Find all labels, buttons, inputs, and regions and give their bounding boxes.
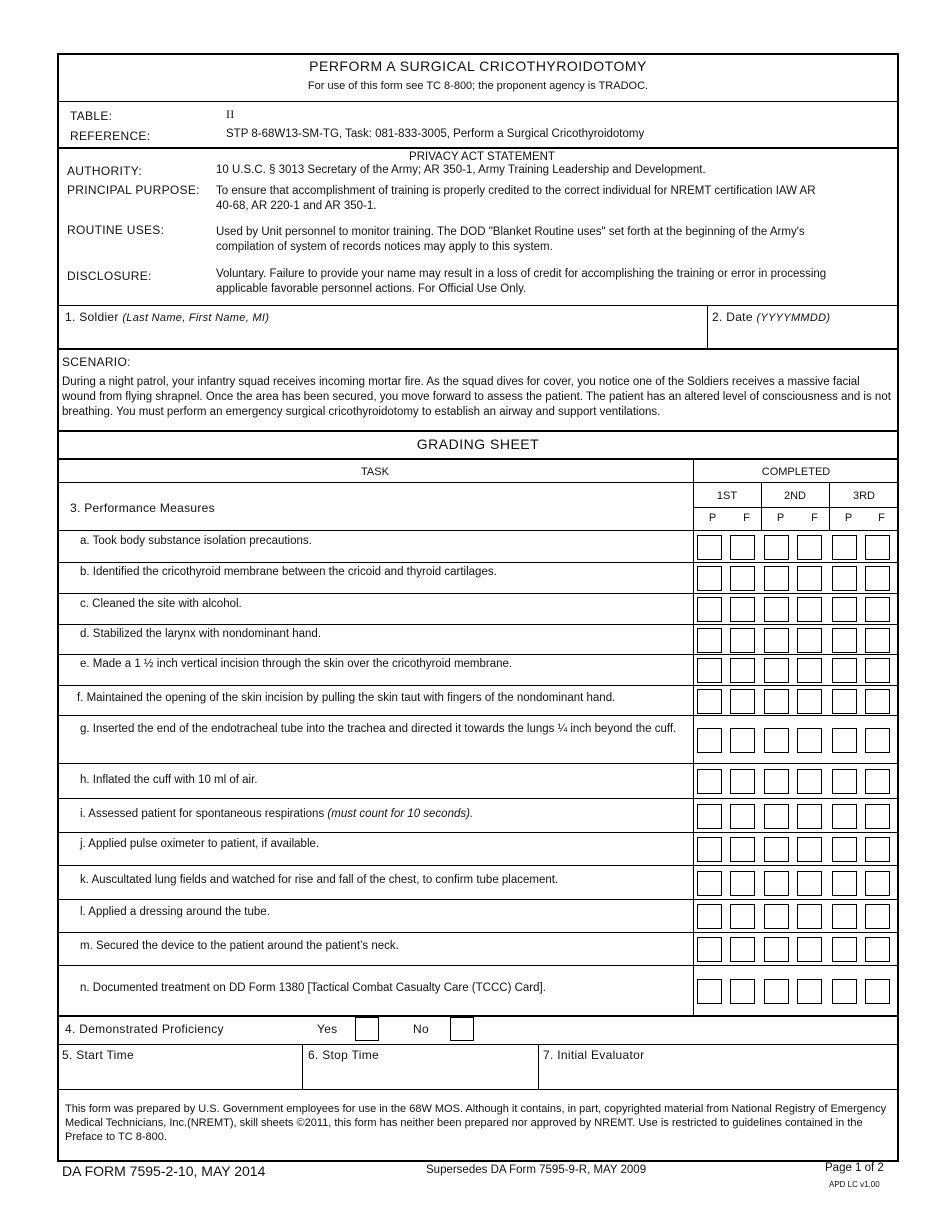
task-label: a. Took body substance isolation precautions. — [80, 535, 312, 547]
fail-checkbox[interactable] — [865, 728, 890, 753]
divider — [57, 865, 899, 866]
measures-label: 3. Performance Measures — [70, 501, 215, 515]
task-text — [80, 940, 399, 952]
fail-checkbox[interactable] — [797, 904, 822, 929]
p-label: P — [708, 512, 717, 524]
task-text — [80, 566, 497, 578]
divider — [57, 530, 899, 531]
p-label: P — [776, 512, 785, 524]
task-text — [80, 906, 270, 918]
pass-checkbox[interactable] — [697, 728, 722, 753]
divider — [57, 654, 899, 655]
fail-checkbox[interactable] — [865, 804, 890, 829]
fail-checkbox[interactable] — [865, 535, 890, 560]
fail-checkbox[interactable] — [865, 566, 890, 591]
pass-checkbox[interactable] — [697, 837, 722, 862]
pass-checkbox[interactable] — [697, 566, 722, 591]
page-number: Page 1 of 2 — [825, 1162, 884, 1174]
fail-checkbox[interactable] — [730, 628, 755, 653]
fail-checkbox[interactable] — [797, 804, 822, 829]
disclosure-text: Voluntary. Failure to provide your name may result in a loss of credit for accomplishing the training or error in processing applicable favorable personnel actions. For Official Use Only. — [216, 268, 827, 295]
soldier-hint: (Last Name, First Name, MI) — [122, 312, 270, 324]
table-label: TABLE: — [70, 109, 113, 123]
fail-checkbox[interactable] — [865, 979, 890, 1004]
pass-checkbox[interactable] — [764, 628, 789, 653]
supersedes: Supersedes DA Form 7595-9-R, MAY 2009 — [426, 1164, 647, 1176]
fail-checkbox[interactable] — [730, 937, 755, 962]
evaluator-field[interactable]: 7. Initial Evaluator — [543, 1048, 645, 1062]
fail-checkbox[interactable] — [865, 769, 890, 794]
task-label: f. Maintained the opening of the skin incision by pulling the skin taut with fingers of the nondominant hand. — [77, 692, 616, 704]
task-label: n. Documented treatment on DD Form 1380 [Tactical Combat Casualty Care (TCCC) Card]. — [80, 982, 546, 994]
task-label: k. Auscultated lung fields and watched for rise and fall of the chest, to confirm tube placement. — [80, 874, 559, 886]
pass-checkbox[interactable] — [764, 837, 789, 862]
task-text — [80, 658, 512, 670]
pass-checkbox[interactable] — [832, 628, 857, 653]
task-text — [77, 692, 615, 704]
task-label: j. Applied pulse oximeter to patient, if available. — [80, 838, 320, 850]
fail-checkbox[interactable] — [797, 597, 822, 622]
fail-checkbox[interactable] — [797, 871, 822, 896]
pass-checkbox[interactable] — [697, 979, 722, 1004]
fail-checkbox[interactable] — [730, 689, 755, 714]
fail-checkbox[interactable] — [730, 837, 755, 862]
pass-checkbox[interactable] — [764, 728, 789, 753]
pass-checkbox[interactable] — [764, 689, 789, 714]
divider — [693, 482, 899, 483]
stop-time-field[interactable]: 6. Stop Time — [308, 1048, 379, 1062]
divider — [57, 430, 899, 432]
authority-label: AUTHORITY: — [67, 164, 143, 178]
fail-checkbox[interactable] — [730, 769, 755, 794]
task-label: i. Assessed patient for spontaneous respirations — [80, 808, 328, 820]
pass-checkbox[interactable] — [832, 728, 857, 753]
pass-checkbox[interactable] — [832, 979, 857, 1004]
pass-checkbox[interactable] — [697, 871, 722, 896]
pass-checkbox[interactable] — [832, 689, 857, 714]
fail-checkbox[interactable] — [730, 979, 755, 1004]
proficiency-label: 4. Demonstrated Proficiency — [65, 1022, 224, 1036]
fail-checkbox[interactable] — [797, 769, 822, 794]
scenario-text: During a night patrol, your infantry squad receives incoming mortar fire. As the squad dives for cover, you notice one of the Soldiers receives a massive facial wound from flying shrapnel. Once the area has been secured, you move forward to assess the patient. The patient has an altered level of consciousness and is not breathing. You must perform an emergency surgical cricothyroidotomy to establish an airway and support ventilations. — [62, 376, 891, 418]
f-label: F — [878, 512, 885, 524]
fail-checkbox[interactable] — [797, 728, 822, 753]
divider — [57, 899, 899, 900]
fail-checkbox[interactable] — [865, 597, 890, 622]
task-text — [80, 838, 319, 850]
form-subtitle: For use of this form see TC 8-800; the proponent agency is TRADOC. — [307, 80, 649, 92]
divider — [57, 763, 899, 764]
pass-checkbox[interactable] — [697, 769, 722, 794]
authority-text: 10 U.S.C. § 3013 Secretary of the Army; AR 350-1, Army Training Leadership and Development. — [216, 164, 706, 176]
routine-label: ROUTINE USES: — [67, 223, 165, 237]
fail-checkbox[interactable] — [730, 871, 755, 896]
pass-checkbox[interactable] — [697, 628, 722, 653]
task-text — [80, 628, 321, 640]
task-label: h. Inflated the cuff with 10 ml of air. — [80, 774, 258, 786]
fail-checkbox[interactable] — [730, 728, 755, 753]
task-label: l. Applied a dressing around the tube. — [80, 906, 270, 918]
fail-checkbox[interactable] — [797, 658, 822, 683]
f-label: F — [811, 512, 818, 524]
divider — [57, 458, 899, 460]
notice-text: This form was prepared by U.S. Government employees for use in the 68W MOS. Although it contains, in part, copyrighted material from National Registry of Emergency Medical Technicians, Inc.(NREMT), skill sheets ©2011, this form has neither been prepared nor approved by NREMT. Use is restricted to guidelines contained in the Preface to TC 8-800. — [65, 1103, 887, 1143]
fail-checkbox[interactable] — [865, 837, 890, 862]
task-text — [80, 774, 258, 786]
soldier-label: 1. Soldier — [65, 310, 119, 324]
fail-checkbox[interactable] — [797, 689, 822, 714]
pass-checkbox[interactable] — [832, 904, 857, 929]
task-text — [80, 722, 690, 736]
divider — [538, 1044, 539, 1090]
attempt-3rd: 3RD — [852, 490, 875, 502]
table-value: II — [226, 107, 235, 121]
fail-checkbox[interactable] — [730, 658, 755, 683]
divider — [57, 932, 899, 933]
pass-checkbox[interactable] — [697, 535, 722, 560]
task-label: b. Identified the cricothyroid membrane between the cricoid and thyroid cartilages. — [80, 566, 497, 578]
fail-checkbox[interactable] — [865, 871, 890, 896]
fail-checkbox[interactable] — [797, 837, 822, 862]
purpose-label: PRINCIPAL PURPOSE: — [67, 183, 200, 197]
pass-checkbox[interactable] — [697, 904, 722, 929]
no-label: No — [413, 1022, 429, 1036]
yes-checkbox[interactable] — [355, 1017, 379, 1041]
completed-header: COMPLETED — [761, 466, 831, 478]
start-time-field[interactable]: 5. Start Time — [62, 1048, 134, 1062]
fail-checkbox[interactable] — [865, 658, 890, 683]
divider — [57, 305, 899, 306]
pass-checkbox[interactable] — [764, 937, 789, 962]
pass-checkbox[interactable] — [832, 535, 857, 560]
divider — [57, 101, 899, 102]
fail-checkbox[interactable] — [865, 904, 890, 929]
divider — [57, 562, 899, 563]
pass-checkbox[interactable] — [764, 769, 789, 794]
purpose-text: To ensure that accomplishment of training is properly credited to the correct individual for NREMT certification IAW AR 40-68, AR 220-1 and AR 350-1. — [216, 185, 816, 212]
reference-value: STP 8-68W13-SM-TG, Task: 081-833-3005, Perform a Surgical Cricothyroidotomy — [226, 128, 645, 140]
pass-checkbox[interactable] — [697, 689, 722, 714]
fail-checkbox[interactable] — [797, 628, 822, 653]
pass-checkbox[interactable] — [764, 979, 789, 1004]
pass-checkbox[interactable] — [832, 837, 857, 862]
pass-checkbox[interactable] — [697, 658, 722, 683]
divider — [57, 348, 899, 350]
task-label: d. Stabilized the larynx with nondominant hand. — [80, 628, 322, 640]
fail-checkbox[interactable] — [797, 937, 822, 962]
date-hint: (YYYYMMDD) — [756, 312, 831, 324]
divider — [57, 482, 693, 483]
attempt-2nd: 2ND — [783, 490, 806, 502]
pass-checkbox[interactable] — [764, 904, 789, 929]
pass-checkbox[interactable] — [764, 871, 789, 896]
grading-heading: GRADING SHEET — [416, 436, 540, 452]
task-text — [80, 808, 473, 820]
divider — [57, 832, 899, 833]
divider — [302, 1044, 303, 1090]
pass-checkbox[interactable] — [832, 566, 857, 591]
form-id: DA FORM 7595-2-10, MAY 2014 — [62, 1163, 266, 1179]
divider — [57, 593, 899, 594]
pass-checkbox[interactable] — [764, 597, 789, 622]
fail-checkbox[interactable] — [730, 804, 755, 829]
fail-checkbox[interactable] — [797, 979, 822, 1004]
no-checkbox[interactable] — [450, 1017, 474, 1041]
divider — [57, 798, 899, 799]
divider — [57, 624, 899, 625]
fail-checkbox[interactable] — [865, 689, 890, 714]
divider — [57, 715, 899, 716]
yes-label: Yes — [317, 1022, 338, 1036]
divider — [693, 507, 899, 508]
fail-checkbox[interactable] — [797, 566, 822, 591]
task-text — [80, 535, 312, 547]
fail-checkbox[interactable] — [797, 535, 822, 560]
pass-checkbox[interactable] — [697, 804, 722, 829]
pass-checkbox[interactable] — [832, 769, 857, 794]
disclosure-label: DISCLOSURE: — [67, 269, 152, 283]
privacy-heading: PRIVACY ACT STATEMENT — [409, 151, 555, 163]
task-note: (must count for 10 seconds). — [327, 808, 474, 820]
task-text — [80, 982, 546, 994]
divider — [57, 1089, 899, 1090]
divider — [707, 305, 708, 349]
divider — [57, 147, 899, 149]
task-text — [80, 874, 558, 886]
divider — [57, 965, 899, 966]
pass-checkbox[interactable] — [697, 937, 722, 962]
pass-checkbox[interactable] — [764, 658, 789, 683]
pass-checkbox[interactable] — [764, 535, 789, 560]
pass-checkbox[interactable] — [697, 597, 722, 622]
fail-checkbox[interactable] — [865, 937, 890, 962]
fail-checkbox[interactable] — [730, 566, 755, 591]
scenario-label: SCENARIO: — [62, 355, 131, 369]
attempt-1st: 1ST — [716, 490, 738, 502]
fail-checkbox[interactable] — [730, 597, 755, 622]
pass-checkbox[interactable] — [832, 597, 857, 622]
version: APD LC v1.00 — [829, 1180, 880, 1189]
date-field[interactable] — [712, 310, 830, 324]
fail-checkbox[interactable] — [730, 904, 755, 929]
divider — [57, 685, 899, 686]
pass-checkbox[interactable] — [764, 566, 789, 591]
task-label: e. Made a 1 ½ inch vertical incision through the skin over the cricothyroid membrane. — [80, 658, 513, 670]
task-label: g. Inserted the end of the endotracheal tube into the trachea and directed it towards the lungs ¼ inch beyond the cuff. — [80, 723, 677, 735]
fail-checkbox[interactable] — [730, 535, 755, 560]
f-label: F — [743, 512, 750, 524]
pass-checkbox[interactable] — [832, 871, 857, 896]
task-text — [80, 598, 242, 610]
form-title: PERFORM A SURGICAL CRICOTHYROIDOTOMY — [309, 58, 647, 74]
pass-checkbox[interactable] — [832, 937, 857, 962]
task-label: m. Secured the device to the patient around the patient’s neck. — [80, 940, 399, 952]
divider — [57, 1015, 899, 1017]
routine-text: Used by Unit personnel to monitor training. The DOD "Blanket Routine uses" set forth at the beginning of the Army's compilation of system of records notices may apply to this system. — [216, 226, 805, 253]
pass-checkbox[interactable] — [832, 804, 857, 829]
p-label: P — [844, 512, 853, 524]
fail-checkbox[interactable] — [865, 628, 890, 653]
reference-label: REFERENCE: — [70, 129, 151, 143]
pass-checkbox[interactable] — [764, 804, 789, 829]
soldier-field[interactable] — [65, 310, 269, 324]
date-label: 2. Date — [712, 310, 753, 324]
task-header: TASK — [361, 466, 389, 478]
task-label: c. Cleaned the site with alcohol. — [80, 598, 242, 610]
pass-checkbox[interactable] — [832, 658, 857, 683]
divider — [57, 1044, 899, 1045]
